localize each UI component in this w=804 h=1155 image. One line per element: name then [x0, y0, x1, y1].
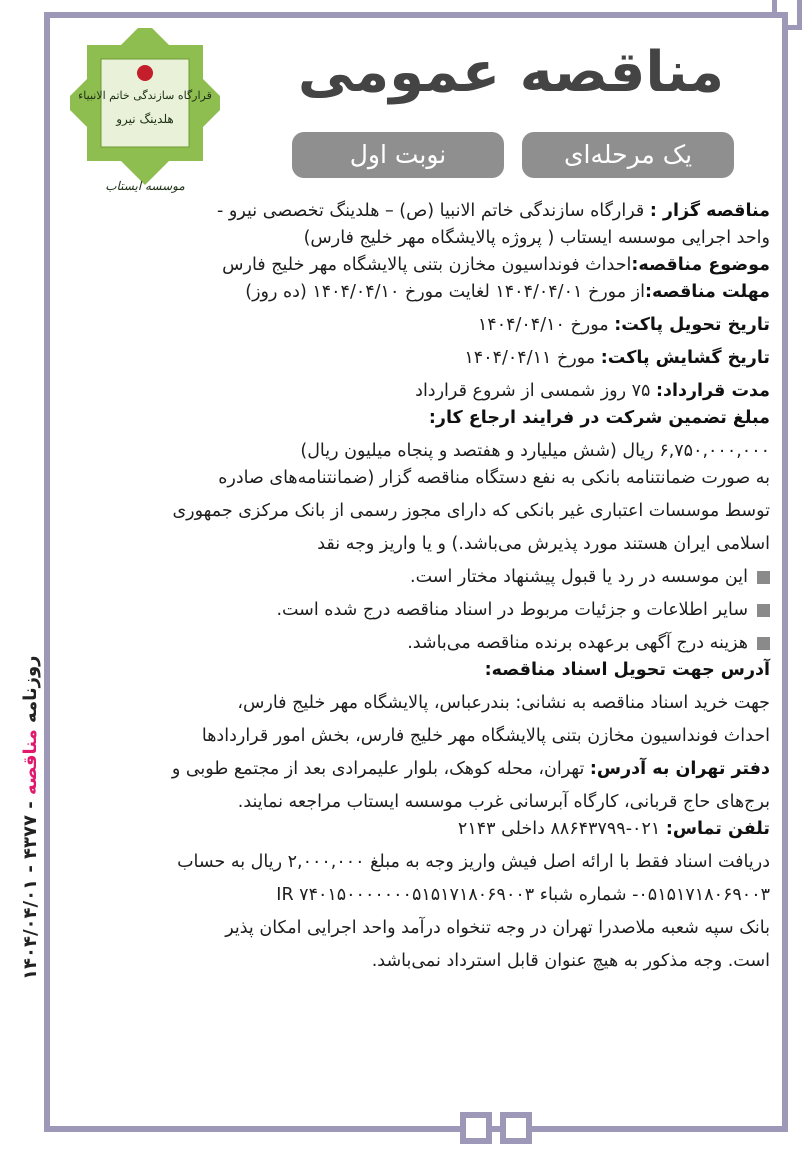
paper-brand: مناقصه [20, 729, 41, 795]
announcement-body [70, 198, 770, 975]
payment-paragraph-1: دریافت اسناد فقط با ارائه اصل فیش واریز وجه به مبلغ ۲,۰۰۰,۰۰۰ ریال به حساب [177, 852, 770, 872]
tenderer-label: مناقصه گزار : [649, 201, 770, 221]
tehran-line1: تهران، محله کوهک، بلوار علیمرادی بعد از مجتمع طوبی و [171, 759, 585, 779]
deadline-value: از مورخ ۱۴۰۴/۰۴/۰۱ لغایت مورخ ۱۴۰۴/۰۴/۱۰ (ده روز) [245, 282, 645, 302]
guarantee-paragraph-1: به صورت ضمانتنامه بانکی به نفع دستگاه مناقصه گزار (ضمانتنامه‌های صادره [218, 468, 770, 488]
stage-badge: یک مرحله‌ای [522, 132, 734, 178]
opening-label: تاریخ گشایش پاکت: [600, 348, 770, 368]
bullet-square-icon [757, 604, 770, 617]
newspaper-side-label [20, 655, 41, 980]
list-item: این موسسه در رد یا قبول پیشنهاد مختار است. [70, 564, 770, 591]
delivery-value: مورخ ۱۴۰۴/۰۴/۱۰ [477, 315, 609, 335]
tehran-row [70, 756, 770, 783]
subject-value: احداث فونداسیون مخازن بتنی پالایشگاه مهر خلیج فارس [222, 255, 632, 275]
address-heading: آدرس جهت تحویل اسناد مناقصه: [484, 660, 770, 680]
phone-row [70, 816, 770, 843]
holding-logo [70, 28, 220, 198]
delivery-row [70, 312, 770, 339]
list-item: سایر اطلاعات و جزئیات مربوط در اسناد مناقصه درج شده است. [70, 597, 770, 624]
phone-label: تلفن تماس: [665, 819, 770, 839]
payment-paragraph-4: است. وجه مذکور به هیچ عنوان قابل استرداد نمی‌باشد. [371, 951, 770, 971]
duration-value: ۷۵ روز شمسی از شروع قرارداد [415, 381, 651, 401]
subject-row [70, 252, 770, 279]
address-paragraph-1: جهت خرید اسناد مناقصه به نشانی: بندرعباس، پالایشگاه مهر خلیج فارس، [237, 693, 770, 713]
bullet-square-icon [757, 571, 770, 584]
duration-label: مدت قرارداد: [656, 381, 770, 401]
tehran-line2: برج‌های حاج قربانی، کارگاه آبرسانی غرب موسسه ایستاب مراجعه نمایند. [237, 792, 770, 812]
phone-value: ۰۲۱-۸۸۶۴۳۷۹۹ داخلی ۲۱۴۳ [457, 819, 661, 839]
paper-label: روزنامه [20, 655, 41, 723]
opening-value: مورخ ۱۴۰۴/۰۴/۱۱ [464, 348, 596, 368]
logo-line2: هلدینگ نیرو [116, 112, 174, 126]
guarantee-paragraph-3: اسلامی ایران هستند مورد پذیرش می‌باشد.) و یا واریز وجه نقد [317, 534, 770, 554]
payment-paragraph-3: بانک سپه شعبه ملاصدرا تهران در وجه تنخواه درآمد واحد اجرایی امکان پذیر [225, 918, 770, 938]
logo-caption: موسسه ایستاب [105, 179, 185, 193]
page-title: مناقصه عمومی [297, 40, 724, 105]
guarantee-label: مبلغ تضمین شرکت در فرایند ارجاع کار: [428, 408, 770, 428]
frame-bottom-square-left [460, 1112, 492, 1144]
tenderer-line1: قرارگاه سازندگی خاتم الانبیا (ص) – هلدینگ تخصصی نیرو - [217, 201, 645, 221]
deadline-row [70, 279, 770, 306]
tehran-label: دفتر تهران به آدرس: [589, 759, 770, 779]
issue-info: - ۴۳۷۷ - ۱۴۰۴/۰۴/۰۱ [20, 801, 41, 980]
tenderer-line2: واحد اجرایی موسسه ایستاب ( پروژه پالایشگاه مهر خلیج فارس) [303, 228, 770, 248]
subject-label: موضوع مناقصه: [631, 255, 770, 275]
round-badge: نوبت اول [292, 132, 504, 178]
deadline-label: مهلت مناقصه: [644, 282, 770, 302]
payment-paragraph-2: ۰۵۱۵۱۷۱۸۰۶۹۰۰۳- شماره شباء IR ۷۴۰۱۵۰۰۰۰۰۰۰۵۱۵۱۷۱۸۰۶۹۰۰۳ [276, 885, 770, 905]
list-item: هزینه درج آگهی برعهده برنده مناقصه می‌باشد. [70, 630, 770, 657]
address-paragraph-2: احداث فونداسیون مخازن بتنی پالایشگاه مهر خلیج فارس، بخش امور قراردادها [201, 726, 770, 746]
bullet-square-icon [757, 637, 770, 650]
duration-row [70, 378, 770, 405]
logo-line1: قرارگاه سازندگی خاتم الانبیاء [78, 89, 212, 102]
tenderer-row [70, 198, 770, 225]
delivery-label: تاریخ تحویل پاکت: [614, 315, 770, 335]
guarantee-paragraph-2: توسط موسسات اعتباری غیر بانکی که دارای مجوز رسمی از بانک مرکزی جمهوری [172, 501, 770, 521]
opening-row [70, 345, 770, 372]
guarantee-value: ۶,۷۵۰,۰۰۰,۰۰۰ ریال (شش میلیارد و هفتصد و پنجاه میلیون ریال) [300, 441, 770, 461]
frame-bottom-square-right [500, 1112, 532, 1144]
